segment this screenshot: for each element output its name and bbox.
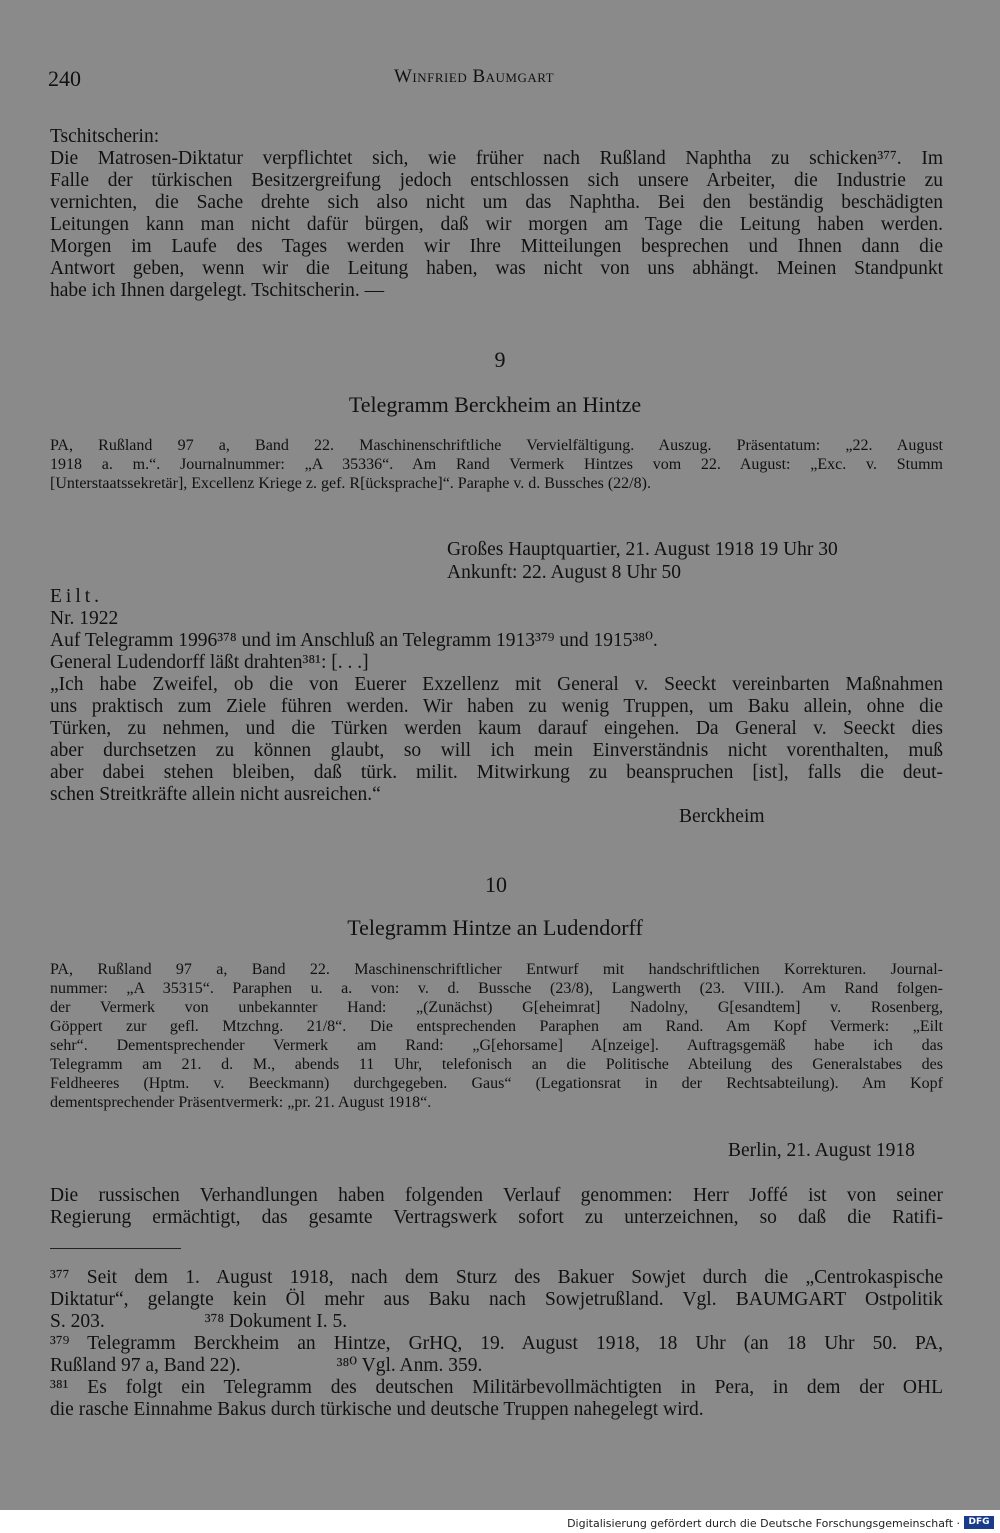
doc9-quote-line: aber dabei stehen bleiben, daß türk. milit. Mitwirkung zu beanspruchen [ist], falls die deut- bbox=[50, 762, 943, 783]
footnote-377-line: ³⁷⁷ Seit dem 1. August 1918, nach dem Sturz des Bakuer Sowjet durch die „Centrokaspische bbox=[50, 1267, 943, 1288]
doc10-source-line: dementsprechender Präsentvermerk: „pr. 21. August 1918“. bbox=[50, 1094, 432, 1111]
doc9-ludendorff: General Ludendorff läßt drahten³⁸¹: [. . .] bbox=[50, 652, 369, 673]
doc9-body bbox=[50, 586, 943, 806]
footnote-377-end bbox=[50, 1311, 943, 1333]
running-title: Winfried Baumgart bbox=[394, 66, 555, 87]
page-number: 240 bbox=[48, 66, 81, 91]
footnote-380: ³⁸⁰ Vgl. Anm. 359. bbox=[336, 1355, 483, 1376]
doc10-source-line: sehr“. Dementsprechender Vermerk am Rand: „G[ehorsame] A[nzeige]. Auftragsgemäß habe ich das bbox=[50, 1037, 943, 1054]
doc10-source-line: der Vermerk von unbekannter Hand: „(Zunächst) G[eheimrat] Nadolny, G[esandtem] v. Rosenberg, bbox=[50, 999, 943, 1016]
doc9-source-note bbox=[50, 436, 943, 493]
doc9-quote-line: Türken, zu nehmen, und die Türken werden kaum darauf eingehen. Da General v. Seeckt dies bbox=[50, 718, 943, 739]
doc9-ref-line: Auf Telegramm 1996³⁷⁸ und im Anschluß an Telegramm 1913³⁷⁹ und 1915³⁸⁰. bbox=[50, 630, 658, 651]
footnotes bbox=[50, 1267, 943, 1421]
digitization-footer bbox=[0, 1512, 1000, 1533]
doc10-body bbox=[50, 1185, 943, 1229]
footnote-rule bbox=[50, 1248, 181, 1249]
intro-speaker: Tschitscherin: bbox=[50, 126, 160, 147]
intro-line: Leitungen kann man nicht dafür bürgen, daß wir morgen am Tage die Leitung haben werden. bbox=[50, 214, 943, 235]
footer-text: Digitalisierung gefördert durch die Deutsche Forschungsgemeinschaft · bbox=[567, 1517, 960, 1530]
doc9-source-line: [Unterstaatssekretär], Excellenz Kriege z. gef. R[ücksprache]“. Paraphe v. d. Bussches (22/8). bbox=[50, 475, 651, 492]
intro-line: Falle der türkischen Besitzergreifung jedoch entschlossen sich unsere Arbeiter, die Industrie zu bbox=[50, 170, 943, 191]
doc9-title: Telegramm Berckheim an Hintze bbox=[348, 392, 642, 417]
footnote-381-line: die rasche Einnahme Bakus durch türkische und deutsche Truppen nahegelegt wird. bbox=[50, 1399, 704, 1420]
doc9-urgency: Eilt. bbox=[50, 586, 104, 607]
footnote-377-line: Diktatur“, gelangte kein Öl mehr aus Baku nach Sowjetrußland. Vgl. BAUMGART Ostpolitik bbox=[50, 1289, 943, 1310]
doc10-source-line: Telegramm am 21. d. M., abends 11 Uhr, telefonisch an die Politische Abteilung des Generalstabes des bbox=[50, 1056, 943, 1073]
doc9-number: 9 bbox=[494, 347, 506, 372]
doc9-quote-line: uns praktisch zum Ziele führen werden. Wir haben zu wenig Truppen, um Baku allein, ohne die bbox=[50, 696, 943, 717]
doc10-body-line: Regierung ermächtigt, das gesamte Vertragswerk sofort zu unterzeichnen, so daß die Ratifi- bbox=[50, 1207, 943, 1228]
dfg-logo-icon: DFG bbox=[964, 1516, 994, 1529]
doc9-source-line: 1918 a. m.“. Journalnummer: „A 35336“. Am Rand Vermerk Hintzes vom 22. August: „Exc. v. Stumm bbox=[50, 456, 943, 473]
doc10-title: Telegramm Hintze an Ludendorff bbox=[347, 915, 643, 940]
doc9-arrival: Ankunft: 22. August 8 Uhr 50 bbox=[447, 562, 681, 583]
doc10-number: 10 bbox=[485, 872, 507, 897]
intro-line: Antwort geben, wenn wir die Leitung haben, was nicht von uns abhängt. Meinen Standpunkt bbox=[50, 258, 943, 279]
doc9-place-date: Großes Hauptquartier, 21. August 1918 19 Uhr 30 bbox=[447, 539, 838, 560]
intro-line: Morgen im Laufe des Tages werden wir Ihre Mitteilungen besprechen und Ihnen dann die bbox=[50, 236, 943, 257]
footnote-379-line: ³⁷⁹ Telegramm Berckheim an Hintze, GrHQ, 19. August 1918, 18 Uhr (an 18 Uhr 50. PA, bbox=[50, 1333, 943, 1354]
intro-line: habe ich Ihnen dargelegt. Tschitscherin. — bbox=[50, 280, 385, 301]
doc9-source-line: PA, Rußland 97 a, Band 22. Maschinenschriftliche Vervielfältigung. Auszug. Präsentatum: „22. August bbox=[50, 437, 943, 454]
footnote-381-line: ³⁸¹ Es folgt ein Telegramm des deutschen Militärbevollmächtigten in Pera, in dem der OHL bbox=[50, 1377, 943, 1398]
footnote-377-end-text: S. 203. bbox=[50, 1311, 105, 1332]
footnote-378: ³⁷⁸ Dokument I. 5. bbox=[204, 1311, 348, 1332]
intro-line: vernichten, die Sache drehte sich also nicht um das Naphtha. Bei den beständig beschädigten bbox=[50, 192, 943, 213]
intro-block bbox=[50, 126, 943, 302]
doc10-body-line: Die russischen Verhandlungen haben folgenden Verlauf genommen: Herr Joffé ist von seiner bbox=[50, 1185, 943, 1206]
doc10-place-date: Berlin, 21. August 1918 bbox=[728, 1140, 915, 1161]
doc10-source-line: nummer: „A 35315“. Paraphen u. a. von: v. d. Bussche (23/8), Langwerth (23. VIII.). Am Rand folgen- bbox=[50, 980, 943, 997]
footnote-379-end-text: Rußland 97 a, Band 22). bbox=[50, 1355, 241, 1376]
doc9-signature: Berckheim bbox=[679, 806, 765, 827]
doc9-quote-line: „Ich habe Zweifel, ob die von Euerer Exzellenz mit General v. Seeckt vereinbarten Maßnahmen bbox=[50, 674, 943, 695]
doc10-source-line: Göppert zur gefl. Mtzchng. 21/8“. Die entsprechenden Paraphen am Rand. Am Kopf Vermerk: „Eilt bbox=[50, 1018, 943, 1035]
doc9-nr: Nr. 1922 bbox=[50, 608, 119, 629]
intro-line: Die Matrosen-Diktatur verpflichtet sich, wie früher nach Rußland Naphtha zu schicken³⁷⁷. Im bbox=[50, 148, 943, 169]
doc9-quote-line: aber durchsetzen zu können glaubt, so will ich mein Einverständnis nicht vorenthalten, muß bbox=[50, 740, 943, 761]
doc10-source-line: Feldheeres (Hptm. v. Beeckmann) durchgegeben. Gaus“ (Legationsrat in der Rechtsabteilung). Am Kopf bbox=[50, 1075, 943, 1092]
doc10-source-line: PA, Rußland 97 a, Band 22. Maschinenschriftlicher Entwurf mit handschriftlichen Korrekturen. Journal- bbox=[50, 961, 943, 978]
doc10-source-note bbox=[50, 960, 943, 1112]
footnote-379-end bbox=[50, 1355, 943, 1377]
doc9-quote-line: schen Streitkräfte allein nicht ausreichen.“ bbox=[50, 784, 381, 805]
